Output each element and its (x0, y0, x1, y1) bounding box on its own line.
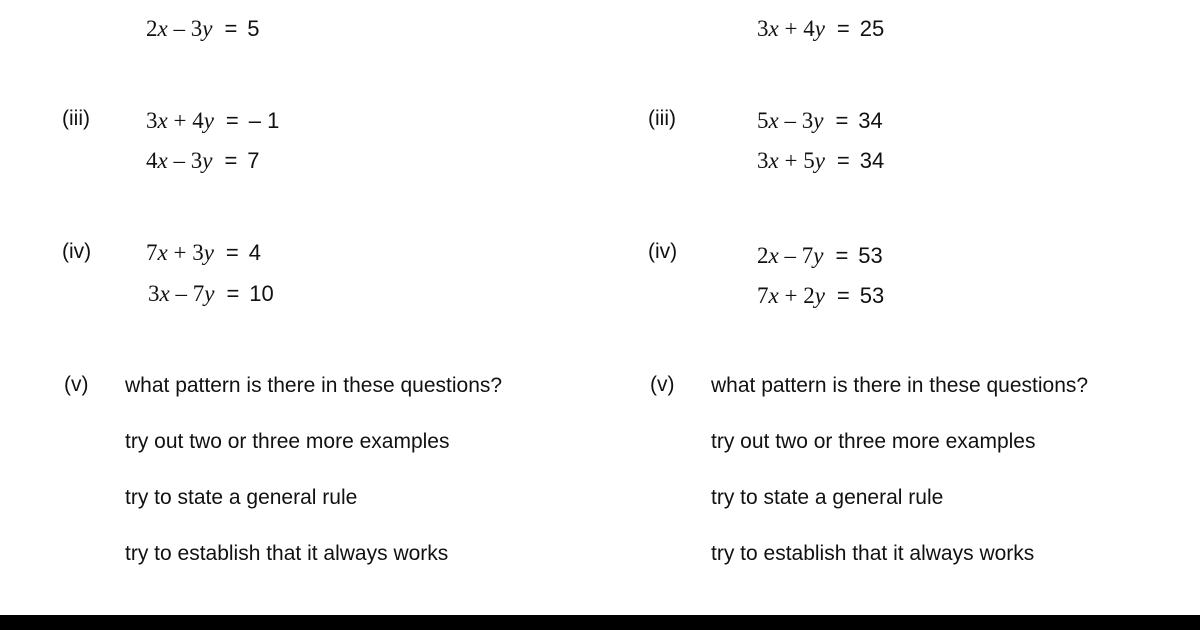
equation-lhs: 3x + 4y (146, 108, 214, 133)
left-label-iv: (iv) (62, 240, 92, 263)
left-q3-equation-2 (146, 148, 260, 174)
left-top-equation (146, 16, 260, 42)
left-label-v: (v) (64, 373, 89, 396)
equation-rhs: 10 (249, 281, 274, 306)
left-q5-line-1: what pattern is there in these questions? (125, 374, 503, 397)
left-q5-line-3: try to state a general rule (125, 486, 358, 509)
left-q3-equation-1 (146, 108, 279, 134)
right-q5-line-4: try to establish that it always works (711, 542, 1035, 565)
equation-rhs: 25 (859, 16, 885, 41)
equation-lhs: 4x – 3y (146, 148, 213, 173)
right-q3-equation-2 (757, 148, 884, 174)
right-q4-equation-1 (757, 243, 883, 269)
equals-sign: = (224, 148, 238, 173)
equals-sign: = (225, 108, 239, 133)
equation-rhs: 53 (859, 283, 885, 308)
equation-rhs: 34 (858, 108, 883, 133)
equals-sign: = (225, 240, 239, 265)
equation-lhs: 5x – 3y (757, 108, 824, 133)
equation-rhs: 5 (247, 16, 260, 41)
equation-lhs: 3x + 4y (757, 16, 825, 41)
left-q5-line-2: try out two or three more examples (125, 430, 450, 453)
equals-sign: = (835, 108, 849, 133)
left-label-iii: (iii) (62, 107, 90, 130)
equation-rhs: 4 (248, 240, 262, 265)
equation-lhs: 7x + 3y (146, 240, 214, 265)
equation-lhs: 3x + 5y (757, 148, 825, 173)
equals-sign: = (836, 148, 850, 173)
equation-lhs: 7x + 2y (757, 283, 825, 308)
equals-sign: = (224, 16, 238, 41)
equals-sign: = (836, 283, 850, 308)
equation-rhs: – 1 (248, 108, 280, 133)
right-q5-line-3: try to state a general rule (711, 486, 944, 509)
left-q5-line-4: try to establish that it always works (125, 542, 449, 565)
right-top-equation (757, 16, 884, 42)
right-q4-equation-2 (757, 283, 884, 309)
right-q3-equation-1 (757, 108, 883, 134)
equals-sign: = (835, 243, 849, 268)
left-q4-equation-1 (146, 240, 261, 266)
right-label-iii: (iii) (648, 107, 676, 130)
right-label-iv: (iv) (648, 240, 678, 263)
equation-lhs: 2x – 7y (757, 243, 824, 268)
right-q5-line-1: what pattern is there in these questions? (711, 374, 1089, 397)
equation-lhs: 3x – 7y (148, 281, 215, 306)
equation-lhs: 2x – 3y (146, 16, 213, 41)
right-q5-line-2: try out two or three more examples (711, 430, 1036, 453)
equals-sign: = (836, 16, 850, 41)
bottom-black-bar (0, 615, 1200, 630)
equals-sign: = (226, 281, 240, 306)
left-q4-equation-2 (148, 281, 274, 307)
equation-rhs: 34 (859, 148, 885, 173)
equation-rhs: 7 (247, 148, 260, 173)
equation-rhs: 53 (858, 243, 883, 268)
right-label-v: (v) (650, 373, 675, 396)
